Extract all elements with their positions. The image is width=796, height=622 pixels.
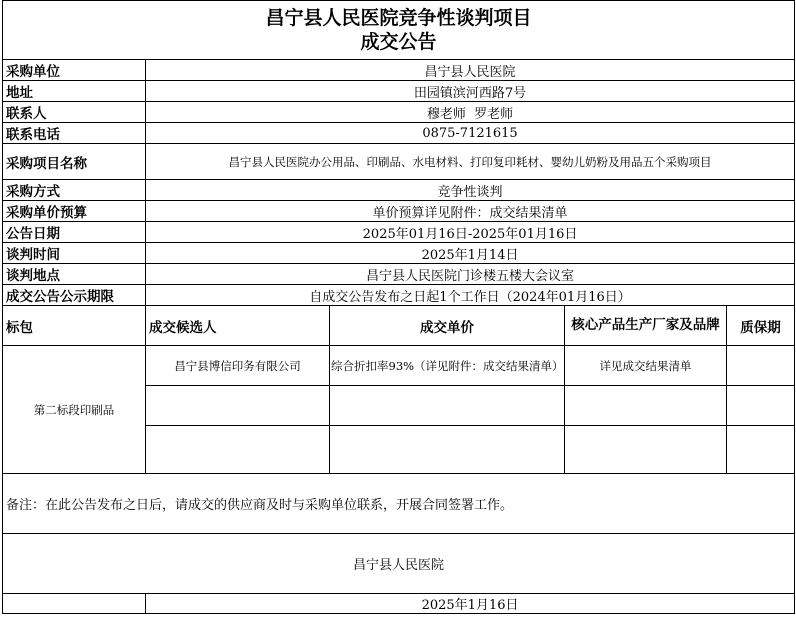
candidate-cell (146, 386, 330, 426)
header-warranty: 质保期 (727, 306, 795, 346)
info-row (3, 180, 795, 201)
info-label: 采购方式 (3, 180, 146, 201)
brand-cell: 详见成交结果清单 (565, 346, 727, 386)
info-label: 谈判时间 (3, 243, 146, 264)
info-label: 公告日期 (3, 222, 146, 243)
info-value: 昌宁县人民医院办公用品、印刷品、水电材料、打印复印耗材、婴幼儿奶粉及用品五个采购项目 (146, 144, 795, 180)
lot-name: 第二标段印刷品 (3, 346, 146, 474)
info-row (3, 81, 795, 102)
candidate-cell: 昌宁县博信印务有限公司 (146, 346, 330, 386)
info-label: 谈判地点 (3, 264, 146, 285)
brand-cell (565, 386, 727, 426)
header-price: 成交单价 (330, 306, 565, 346)
date-row (3, 594, 795, 614)
announcement-title (3, 1, 795, 60)
info-label: 地址 (3, 81, 146, 102)
info-row (3, 123, 795, 144)
announcement-table (2, 0, 795, 614)
info-value: 单价预算详见附件：成交结果清单 (146, 201, 795, 222)
header-lot: 标包 (3, 306, 146, 346)
info-value: 2025年1月14日 (146, 243, 795, 264)
info-value: 穆老师 罗老师 (146, 102, 795, 123)
price-cell (330, 386, 565, 426)
warranty-cell (727, 346, 795, 386)
brand-cell (565, 426, 727, 474)
info-label: 联系电话 (3, 123, 146, 144)
signature-org: 昌宁县人民医院 (3, 534, 795, 594)
info-label: 联系人 (3, 102, 146, 123)
date-empty-cell (3, 594, 146, 614)
info-row (3, 144, 795, 180)
info-value: 竞争性谈判 (146, 180, 795, 201)
info-label: 成交公告公示期限 (3, 285, 146, 306)
info-label: 采购单位 (3, 60, 146, 81)
info-row (3, 201, 795, 222)
info-row (3, 285, 795, 306)
header-brand: 核心产品生产厂家及品牌 (565, 306, 727, 346)
remark-row (3, 474, 795, 534)
info-row (3, 60, 795, 81)
candidate-cell (146, 426, 330, 474)
info-row (3, 243, 795, 264)
warranty-cell (727, 386, 795, 426)
info-label: 采购单价预算 (3, 201, 146, 222)
warranty-cell (727, 426, 795, 474)
signature-row (3, 534, 795, 594)
result-header-row (3, 306, 795, 346)
info-label: 采购项目名称 (3, 144, 146, 180)
title-line-1: 昌宁县人民医院竞争性谈判项目 (265, 7, 532, 29)
price-cell: 综合折扣率93%（详见附件：成交结果清单） (330, 346, 565, 386)
info-value: 昌宁县人民医院门诊楼五楼大会议室 (146, 264, 795, 285)
remark-text: 备注：在此公告发布之日后，请成交的供应商及时与采购单位联系，开展合同签署工作。 (3, 474, 795, 534)
price-cell (330, 426, 565, 474)
title-line-2: 成交公告 (360, 31, 437, 53)
info-value: 自成交公告发布之日起1个工作日（2024年01月16日） (146, 285, 795, 306)
info-value: 昌宁县人民医院 (146, 60, 795, 81)
info-row (3, 264, 795, 285)
info-row (3, 102, 795, 123)
info-row (3, 222, 795, 243)
announcement-date: 2025年1月16日 (146, 594, 795, 614)
table-row (3, 346, 795, 386)
header-candidate: 成交候选人 (146, 306, 330, 346)
info-value: 2025年01月16日-2025年01月16日 (146, 222, 795, 243)
info-value: 0875-7121615 (146, 123, 795, 144)
info-value: 田园镇滨河西路7号 (146, 81, 795, 102)
